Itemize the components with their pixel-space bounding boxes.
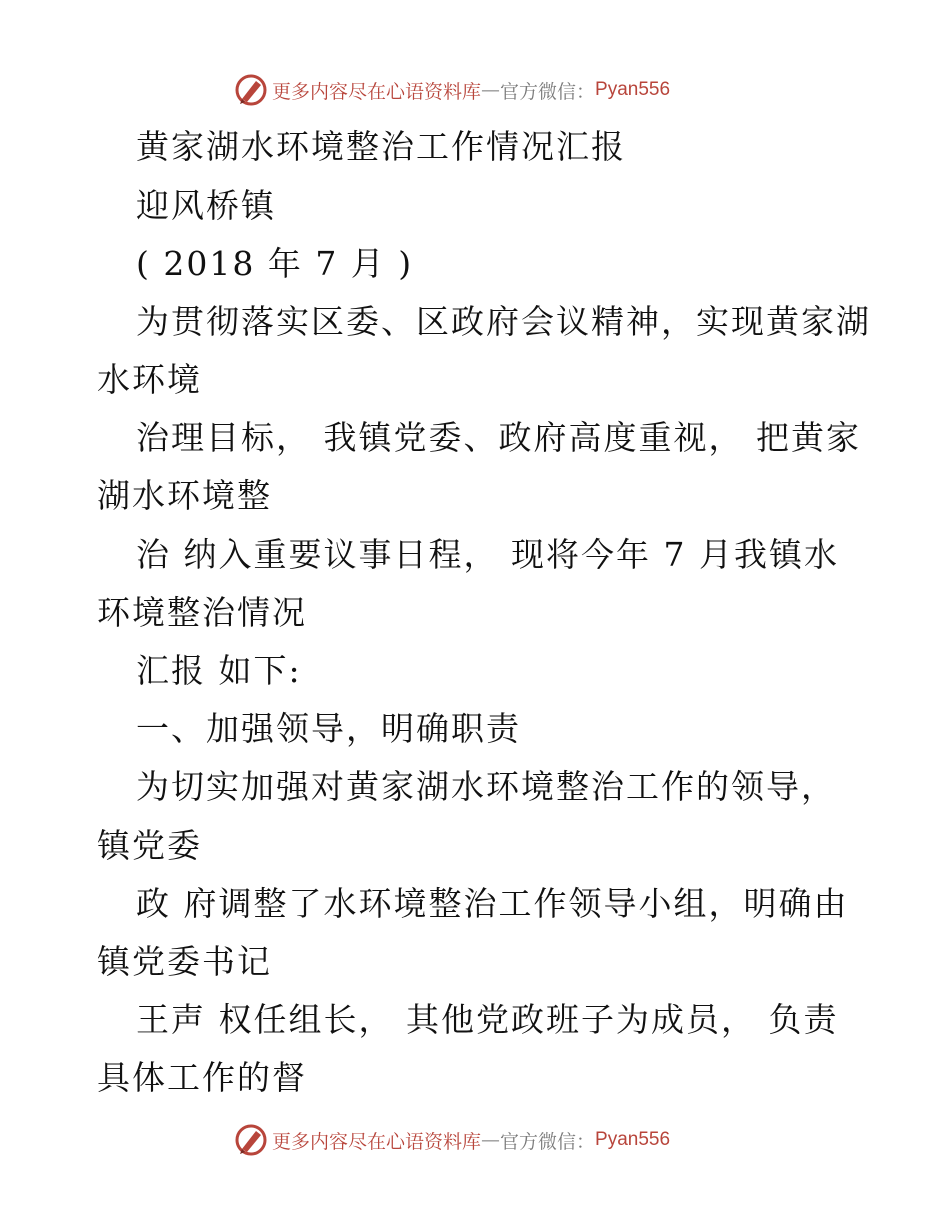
document-title: 黄家湖水环境整治工作情况汇报	[136, 127, 626, 166]
banner-wechat-label: 官方微信：	[500, 80, 596, 103]
document-author: 迎风桥镇	[136, 186, 276, 225]
paragraph-line: 镇党委书记	[97, 942, 272, 981]
paragraph-line: 具体工作的督	[97, 1058, 307, 1097]
paragraph-line: 为切实加强对黄家湖水环境整治工作的领导，	[136, 767, 836, 806]
document-date: ( 2018 年 7 月 )	[136, 244, 414, 283]
paragraph-line: 王声 权任组长， 其他党政班子为成员， 负责	[136, 1000, 839, 1039]
section-heading: 一、加强领导，明确职责	[136, 709, 521, 748]
footer-banner	[234, 1122, 670, 1158]
paragraph-line: 为贯彻落实区委、区政府会议精神，实现黄家湖	[136, 302, 871, 341]
banner-wechat-label: 官方微信：	[500, 1130, 596, 1153]
paragraph-line: 政 府调整了水环境整治工作领导小组，明确由	[136, 884, 849, 923]
paragraph-line: 水环境	[97, 360, 202, 399]
red-pen-logo-icon	[234, 1123, 268, 1157]
paragraph-line: 治理目标， 我镇党委、政府高度重视， 把黄家	[136, 418, 861, 457]
paragraph-line: 汇报 如下:	[136, 651, 302, 690]
header-banner	[234, 72, 670, 108]
banner-wechat-id: Pyan556	[595, 1129, 671, 1150]
red-pen-logo-icon	[234, 73, 268, 107]
paragraph-line: 治 纳入重要议事日程， 现将今年 7 月我镇水	[136, 535, 839, 574]
paragraph-line: 湖水环境整	[97, 476, 272, 515]
banner-wechat-id: Pyan556	[595, 79, 671, 100]
banner-text: 更多内容尽在心语资料库	[272, 1130, 482, 1153]
banner-separator: —	[481, 79, 501, 101]
banner-text: 更多内容尽在心语资料库	[272, 80, 482, 103]
paragraph-line: 镇党委	[97, 826, 202, 865]
paragraph-line: 环境整治情况	[97, 593, 307, 632]
banner-separator: —	[481, 1129, 501, 1151]
